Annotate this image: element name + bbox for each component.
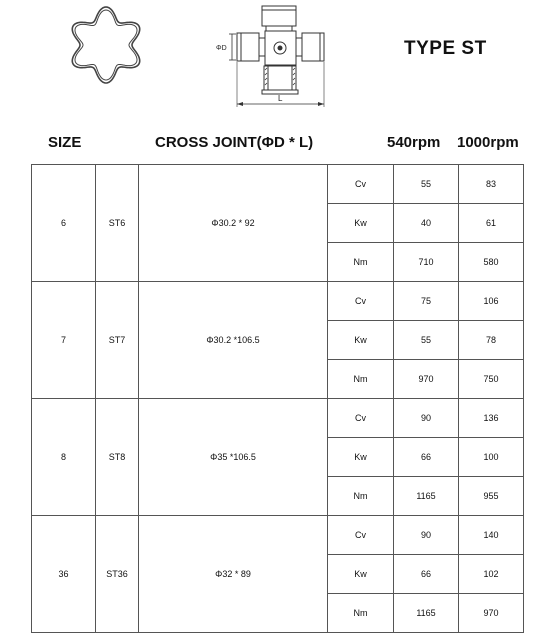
value-1000-cell: 140 [459,516,524,555]
value-540-cell: 40 [394,204,459,243]
unit-cell: Cv [328,282,394,321]
value-540-cell: 710 [394,243,459,282]
table-row [32,282,524,321]
value-1000-cell: 83 [459,165,524,204]
value-540-cell: 1165 [394,477,459,516]
value-540-cell: 55 [394,165,459,204]
dimension-cell: Φ30.2 * 92 [139,165,328,282]
unit-cell: Cv [328,165,394,204]
value-1000-cell: 102 [459,555,524,594]
value-1000-cell: 970 [459,594,524,633]
table-row [32,516,524,555]
value-540-cell: 75 [394,282,459,321]
unit-cell: Nm [328,243,394,282]
value-540-cell: 66 [394,438,459,477]
rpm-1000-header: 1000rpm [457,134,519,151]
dimension-cell: Φ32 * 89 [139,516,328,633]
cross-joint-header: CROSS JOINT(ΦD * L) [155,134,314,151]
model-cell: ST6 [96,165,139,282]
value-1000-cell: 750 [459,360,524,399]
unit-cell: Cv [328,516,394,555]
technical-drawings [0,0,549,120]
unit-cell: Kw [328,321,394,360]
size-header: SIZE [48,134,82,151]
dim-d-label: ΦD [216,45,227,52]
size-cell: 36 [32,516,96,633]
dim-l-label: L [278,94,283,103]
type-title: TYPE ST [404,38,487,59]
cross-joint-drawing-icon [229,6,324,107]
size-cell: 8 [32,399,96,516]
model-cell: ST7 [96,282,139,399]
value-1000-cell: 100 [459,438,524,477]
value-540-cell: 1165 [394,594,459,633]
model-cell: ST36 [96,516,139,633]
dimension-cell: Φ35 *106.5 [139,399,328,516]
size-cell: 7 [32,282,96,399]
value-540-cell: 90 [394,516,459,555]
unit-cell: Kw [328,555,394,594]
spec-table [31,164,524,633]
unit-cell: Kw [328,204,394,243]
value-1000-cell: 61 [459,204,524,243]
unit-cell: Nm [328,477,394,516]
model-cell: ST8 [96,399,139,516]
unit-cell: Nm [328,594,394,633]
value-540-cell: 66 [394,555,459,594]
value-540-cell: 55 [394,321,459,360]
table-row [32,399,524,438]
size-cell: 6 [32,165,96,282]
value-540-cell: 970 [394,360,459,399]
dimension-cell: Φ30.2 *106.5 [139,282,328,399]
table-row [32,165,524,204]
value-540-cell: 90 [394,399,459,438]
value-1000-cell: 106 [459,282,524,321]
unit-cell: Cv [328,399,394,438]
star-tube-profile-icon [72,7,139,83]
unit-cell: Kw [328,438,394,477]
value-1000-cell: 136 [459,399,524,438]
value-1000-cell: 955 [459,477,524,516]
rpm-540-header: 540rpm [387,134,441,151]
value-1000-cell: 580 [459,243,524,282]
value-1000-cell: 78 [459,321,524,360]
unit-cell: Nm [328,360,394,399]
